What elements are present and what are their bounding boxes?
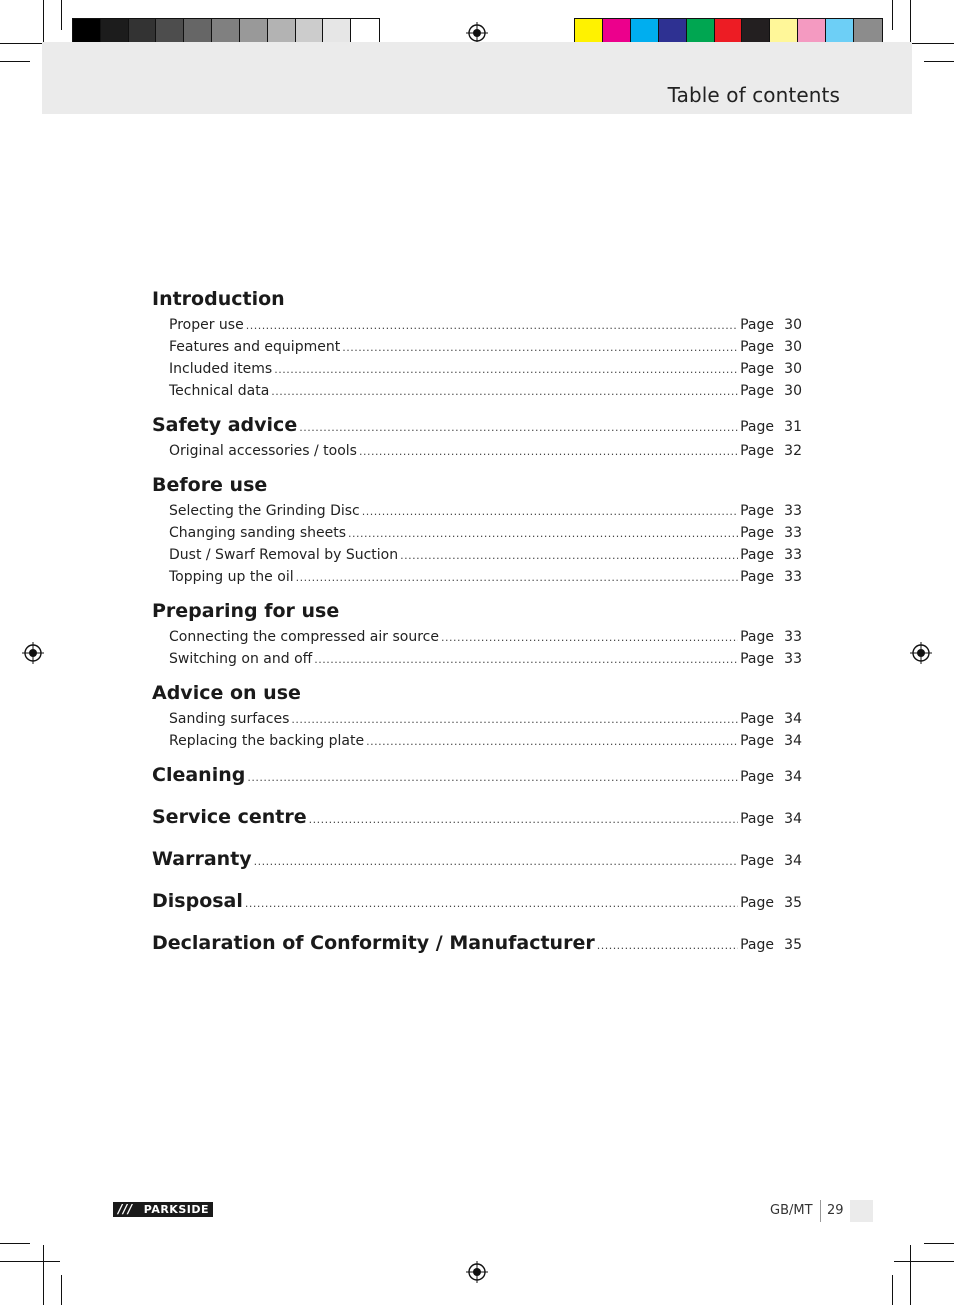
page-word: Page	[740, 525, 774, 541]
page-reference	[740, 730, 802, 752]
page-number: 32	[784, 443, 802, 459]
page-reference	[740, 380, 802, 402]
page-number: 34	[784, 733, 802, 749]
toc-entry[interactable]	[152, 566, 802, 588]
page-word: Page	[740, 503, 774, 519]
section-title: Warranty	[152, 848, 252, 870]
dot-leader	[291, 709, 738, 731]
crop-mark	[892, 1275, 893, 1305]
crop-mark	[924, 61, 954, 62]
page-word: Page	[740, 733, 774, 749]
toc-section-heading[interactable]	[152, 680, 802, 708]
registration-mark-icon	[466, 1261, 488, 1283]
page-number: 35	[784, 895, 802, 911]
page-number: 34	[784, 711, 802, 727]
toc-section-heading[interactable]	[152, 930, 802, 958]
section-title: Before use	[152, 474, 268, 496]
toc-section-heading[interactable]	[152, 472, 802, 500]
section-title: Disposal	[152, 890, 243, 912]
dot-leader	[597, 932, 738, 960]
dot-leader	[271, 381, 738, 403]
entry-label: Technical data	[169, 383, 270, 399]
toc-entry[interactable]	[152, 358, 802, 380]
page-word: Page	[740, 547, 774, 563]
entry-label: Dust / Swarf Removal by Suction	[169, 547, 399, 563]
entry-label: Proper use	[169, 317, 244, 333]
registration-mark-icon	[910, 642, 932, 664]
toc-section	[152, 472, 802, 588]
toc-section	[152, 888, 802, 916]
crop-mark	[910, 1245, 911, 1305]
page-word: Page	[740, 419, 774, 435]
toc-entry[interactable]	[152, 730, 802, 752]
dot-leader	[245, 890, 738, 918]
crop-mark	[892, 0, 893, 30]
page-word: Page	[740, 937, 774, 953]
section-title: Service centre	[152, 806, 307, 828]
page-reference	[740, 336, 802, 358]
page-word: Page	[740, 443, 774, 459]
page-reference	[740, 931, 802, 959]
toc-entry[interactable]	[152, 500, 802, 522]
page-number: 30	[784, 383, 802, 399]
dot-leader	[254, 848, 738, 876]
toc-section	[152, 412, 802, 462]
dot-leader	[366, 731, 738, 753]
page-number: 34	[784, 811, 802, 827]
brand-logo-text: PARKSIDE	[143, 1203, 209, 1216]
page-number: 34	[784, 853, 802, 869]
dot-leader	[299, 414, 738, 442]
toc-entry[interactable]	[152, 440, 802, 462]
dot-leader	[348, 523, 738, 545]
toc-section-heading[interactable]	[152, 888, 802, 916]
toc-section	[152, 680, 802, 752]
toc-entry[interactable]	[152, 544, 802, 566]
header-band	[42, 42, 912, 114]
page-reference	[740, 763, 802, 791]
toc-section	[152, 930, 802, 958]
section-title: Introduction	[152, 288, 285, 310]
page-reference	[740, 566, 802, 588]
toc-section-heading[interactable]	[152, 804, 802, 832]
page-word: Page	[740, 383, 774, 399]
toc-entry[interactable]	[152, 336, 802, 358]
toc-section-heading[interactable]	[152, 412, 802, 440]
entry-label: Sanding surfaces	[169, 711, 290, 727]
crop-mark	[0, 1261, 60, 1262]
page-number: 31	[784, 419, 802, 435]
crop-mark	[61, 1275, 62, 1305]
page-reference	[740, 708, 802, 730]
toc-section	[152, 846, 802, 874]
toc-entry[interactable]	[152, 522, 802, 544]
entry-label: Connecting the compressed air source	[169, 629, 439, 645]
page-reference	[740, 544, 802, 566]
dot-leader	[400, 545, 738, 567]
crop-mark	[0, 61, 30, 62]
registration-mark-icon	[22, 642, 44, 664]
toc-entry[interactable]	[152, 648, 802, 670]
crop-mark	[0, 1243, 30, 1244]
footer-divider	[820, 1200, 821, 1222]
toc-entry[interactable]	[152, 380, 802, 402]
dot-leader	[359, 441, 738, 463]
dot-leader	[441, 627, 738, 649]
dot-leader	[362, 501, 738, 523]
brand-logo	[113, 1202, 213, 1217]
page-reference	[740, 440, 802, 462]
page-reference	[740, 889, 802, 917]
toc-section-heading[interactable]	[152, 846, 802, 874]
crop-mark	[43, 1245, 44, 1305]
section-title: Safety advice	[152, 414, 298, 436]
toc-section	[152, 286, 802, 402]
page-number: 33	[784, 629, 802, 645]
toc-section-heading[interactable]	[152, 286, 802, 314]
page-number: 35	[784, 937, 802, 953]
page-word: Page	[740, 711, 774, 727]
entry-label: Selecting the Grinding Disc	[169, 503, 360, 519]
section-title: Preparing for use	[152, 600, 340, 622]
footer-language: GB/MT	[770, 1203, 813, 1218]
entry-label: Replacing the backing plate	[169, 733, 365, 749]
footer-page-number: 29	[827, 1203, 844, 1218]
page-title: Table of contents	[667, 83, 840, 107]
footer-tab	[850, 1200, 873, 1222]
dot-leader	[247, 764, 738, 792]
entry-label: Switching on and off	[169, 651, 313, 667]
page-number: 30	[784, 339, 802, 355]
dot-leader	[296, 567, 739, 589]
toc-entry[interactable]	[152, 626, 802, 648]
page-word: Page	[740, 651, 774, 667]
page-reference	[740, 358, 802, 380]
page-word: Page	[740, 853, 774, 869]
brand-logo-slashes: ///	[118, 1202, 133, 1216]
entry-label: Features and equipment	[169, 339, 341, 355]
dot-leader	[314, 649, 738, 671]
toc-entry[interactable]	[152, 314, 802, 336]
crop-mark	[894, 1261, 954, 1262]
page-reference	[740, 413, 802, 441]
toc-entry[interactable]	[152, 708, 802, 730]
page-reference	[740, 500, 802, 522]
page-number: 33	[784, 651, 802, 667]
page-word: Page	[740, 569, 774, 585]
page-word: Page	[740, 339, 774, 355]
page-number: 34	[784, 769, 802, 785]
page-word: Page	[740, 361, 774, 377]
page-reference	[740, 648, 802, 670]
toc-section-heading[interactable]	[152, 762, 802, 790]
registration-mark-icon	[466, 22, 488, 44]
crop-mark	[61, 0, 62, 30]
page-number: 30	[784, 317, 802, 333]
dot-leader	[246, 315, 738, 337]
page-word: Page	[740, 317, 774, 333]
toc-section	[152, 762, 802, 790]
page-word: Page	[740, 895, 774, 911]
page-number: 33	[784, 569, 802, 585]
table-of-contents	[152, 286, 802, 972]
page-word: Page	[740, 811, 774, 827]
dot-leader	[309, 806, 738, 834]
toc-section	[152, 598, 802, 670]
page-reference	[740, 522, 802, 544]
page-reference	[740, 847, 802, 875]
page-number: 33	[784, 503, 802, 519]
dot-leader	[342, 337, 738, 359]
dot-leader	[274, 359, 738, 381]
page-word: Page	[740, 629, 774, 645]
entry-label: Included items	[169, 361, 273, 377]
toc-section	[152, 804, 802, 832]
toc-section-heading[interactable]	[152, 598, 802, 626]
page-reference	[740, 805, 802, 833]
section-title: Advice on use	[152, 682, 301, 704]
page-word: Page	[740, 769, 774, 785]
page-reference	[740, 314, 802, 336]
section-title: Cleaning	[152, 764, 246, 786]
page-number: 33	[784, 525, 802, 541]
page-reference	[740, 626, 802, 648]
entry-label: Original accessories / tools	[169, 443, 357, 459]
entry-label: Changing sanding sheets	[169, 525, 346, 541]
crop-mark	[924, 1243, 954, 1244]
section-title: Declaration of Conformity / Manufacturer	[152, 932, 595, 954]
entry-label: Topping up the oil	[169, 569, 294, 585]
page-number: 33	[784, 547, 802, 563]
page-number: 30	[784, 361, 802, 377]
